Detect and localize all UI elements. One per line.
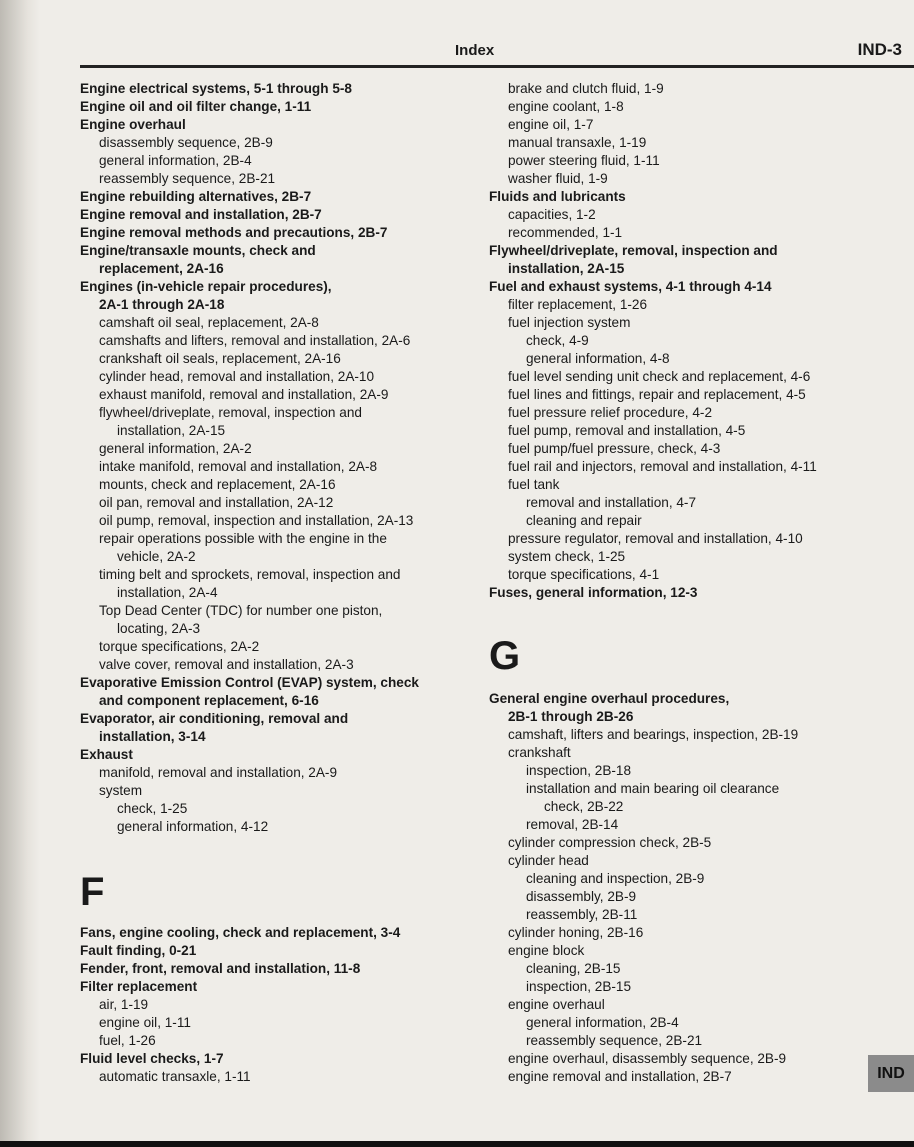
index-subentry: installation and main bearing oil clearance (526, 781, 780, 796)
index-heading: 2A-1 through 2A-18 (99, 297, 225, 312)
index-subentry: cylinder compression check, 2B-5 (508, 835, 712, 850)
index-subentry: exhaust manifold, removal and installation, 2A-9 (99, 387, 389, 402)
index-subentry: valve cover, removal and installation, 2A-3 (99, 657, 354, 672)
index-subentry: disassembly sequence, 2B-9 (99, 135, 273, 150)
index-subentry: check, 2B-22 (544, 799, 624, 814)
index-subentry: removal and installation, 4-7 (526, 495, 697, 510)
index-subentry: brake and clutch fluid, 1-9 (508, 81, 664, 96)
index-subentry: cylinder head (508, 853, 589, 868)
index-subentry: cleaning, 2B-15 (526, 961, 621, 976)
index-subentry: oil pan, removal and installation, 2A-12 (99, 495, 334, 510)
index-subentry: installation, 2A-15 (117, 423, 226, 438)
index-subentry: removal, 2B-14 (526, 817, 619, 832)
index-subentry: general information, 4-8 (526, 351, 670, 366)
index-subentry: timing belt and sprockets, removal, inspection and (99, 567, 401, 582)
index-heading: Engines (in-vehicle repair procedures), (80, 279, 332, 294)
index-heading: Filter replacement (80, 979, 198, 994)
index-subentry: installation, 2A-4 (117, 585, 218, 600)
index-subentry: reassembly, 2B-11 (526, 907, 638, 922)
index-heading: Fluids and lubricants (489, 189, 626, 204)
index-heading: installation, 2A-15 (508, 261, 625, 276)
index-column-right (489, 80, 869, 1086)
index-subentry: inspection, 2B-18 (526, 763, 632, 778)
index-subentry: system check, 1-25 (508, 549, 626, 564)
index-subentry: air, 1-19 (99, 997, 149, 1012)
index-subentry: engine coolant, 1-8 (508, 99, 624, 114)
index-heading: Engine overhaul (80, 117, 186, 132)
index-subentry: torque specifications, 2A-2 (99, 639, 260, 654)
index-heading: Engine oil and oil filter change, 1-11 (80, 99, 312, 114)
index-subentry: flywheel/driveplate, removal, inspection and (99, 405, 362, 420)
index-heading: Fault finding, 0-21 (80, 943, 197, 958)
index-subentry: fuel level sending unit check and replacement, 4-6 (508, 369, 811, 384)
index-subentry: fuel pressure relief procedure, 4-2 (508, 405, 713, 420)
index-heading: Flywheel/driveplate, removal, inspection and (489, 243, 778, 258)
index-subentry: reassembly sequence, 2B-21 (526, 1033, 703, 1048)
index-subentry: engine block (508, 943, 585, 958)
index-subentry: engine oil, 1-11 (99, 1015, 191, 1030)
index-tab-marker[interactable]: IND (868, 1055, 914, 1092)
index-subentry: camshaft, lifters and bearings, inspection, 2B-19 (508, 727, 799, 742)
index-heading: Fuses, general information, 12-3 (489, 585, 698, 600)
index-subentry: locating, 2A-3 (117, 621, 201, 636)
index-subentry: fuel lines and fittings, repair and replacement, 4-5 (508, 387, 806, 402)
index-column-left (80, 80, 480, 1086)
index-subentry: cylinder head, removal and installation, 2A-10 (99, 369, 375, 384)
index-subentry: Top Dead Center (TDC) for number one piston, (99, 603, 383, 618)
index-heading: Evaporator, air conditioning, removal and (80, 711, 349, 726)
index-heading: installation, 3-14 (99, 729, 206, 744)
page-title: Index (455, 42, 495, 59)
index-subentry: system (99, 783, 143, 798)
section-letter-f: F (80, 870, 105, 914)
index-heading: and component replacement, 6-16 (99, 693, 319, 708)
index-subentry: camshafts and lifters, removal and installation, 2A-6 (99, 333, 411, 348)
index-subentry: engine oil, 1-7 (508, 117, 594, 132)
index-subentry: camshaft oil seal, replacement, 2A-8 (99, 315, 319, 330)
index-subentry: fuel, 1-26 (99, 1033, 156, 1048)
index-subentry: general information, 2B-4 (526, 1015, 679, 1030)
index-subentry: reassembly sequence, 2B-21 (99, 171, 276, 186)
index-subentry: general information, 4-12 (117, 819, 269, 834)
index-subentry: disassembly, 2B-9 (526, 889, 637, 904)
index-subentry: recommended, 1-1 (508, 225, 623, 240)
index-subentry: fuel pump, removal and installation, 4-5 (508, 423, 746, 438)
index-subentry: fuel tank (508, 477, 560, 492)
index-heading: 2B-1 through 2B-26 (508, 709, 634, 724)
index-subentry: capacities, 1-2 (508, 207, 596, 222)
index-subentry: torque specifications, 4-1 (508, 567, 660, 582)
index-subentry: general information, 2A-2 (99, 441, 252, 456)
index-subentry: check, 4-9 (526, 333, 589, 348)
index-heading: Exhaust (80, 747, 133, 762)
index-subentry: automatic transaxle, 1-11 (99, 1069, 251, 1084)
index-subentry: vehicle, 2A-2 (117, 549, 196, 564)
index-heading: Evaporative Emission Control (EVAP) system, check (80, 675, 419, 690)
index-heading: Fans, engine cooling, check and replacement, 3-4 (80, 925, 401, 940)
index-subentry: manual transaxle, 1-19 (508, 135, 647, 150)
index-subentry: repair operations possible with the engine in the (99, 531, 387, 546)
index-subentry: pressure regulator, removal and installation, 4-10 (508, 531, 803, 546)
section-letter-g: G (489, 634, 521, 678)
index-subentry: filter replacement, 1-26 (508, 297, 648, 312)
index-subentry: cleaning and inspection, 2B-9 (526, 871, 705, 886)
index-subentry: mounts, check and replacement, 2A-16 (99, 477, 336, 492)
index-subentry: fuel pump/fuel pressure, check, 4-3 (508, 441, 721, 456)
index-heading: Engine/transaxle mounts, check and (80, 243, 316, 258)
index-subentry: cleaning and repair (526, 513, 642, 528)
index-subentry: engine overhaul (508, 997, 605, 1012)
index-heading: Fender, front, removal and installation, 11-8 (80, 961, 361, 976)
index-heading: Engine rebuilding alternatives, 2B-7 (80, 189, 312, 204)
index-heading: Engine removal methods and precautions, 2B-7 (80, 225, 388, 240)
index-subentry: washer fluid, 1-9 (508, 171, 608, 186)
index-subentry: fuel injection system (508, 315, 631, 330)
page-bottom-edge (0, 1141, 914, 1147)
index-subentry: power steering fluid, 1-11 (508, 153, 660, 168)
index-heading: Fuel and exhaust systems, 4-1 through 4-14 (489, 279, 772, 294)
index-subentry: oil pump, removal, inspection and installation, 2A-13 (99, 513, 414, 528)
index-subentry: crankshaft oil seals, replacement, 2A-16 (99, 351, 341, 366)
index-subentry: engine overhaul, disassembly sequence, 2B-9 (508, 1051, 787, 1066)
index-subentry: engine removal and installation, 2B-7 (508, 1069, 732, 1084)
index-subentry: check, 1-25 (117, 801, 188, 816)
page-number: IND-3 (857, 40, 902, 59)
index-heading: Fluid level checks, 1-7 (80, 1051, 224, 1066)
index-subentry: cylinder honing, 2B-16 (508, 925, 644, 940)
index-subentry: manifold, removal and installation, 2A-9 (99, 765, 338, 780)
index-subentry: inspection, 2B-15 (526, 979, 632, 994)
index-heading: Engine electrical systems, 5-1 through 5-8 (80, 81, 352, 96)
index-subentry: fuel rail and injectors, removal and installation, 4-11 (508, 459, 817, 474)
index-subentry: crankshaft (508, 745, 571, 760)
page-binding-shadow (0, 0, 40, 1147)
index-heading: General engine overhaul procedures, (489, 691, 730, 706)
index-subentry: intake manifold, removal and installation, 2A-8 (99, 459, 378, 474)
index-heading: Engine removal and installation, 2B-7 (80, 207, 322, 222)
index-subentry: general information, 2B-4 (99, 153, 252, 168)
index-heading: replacement, 2A-16 (99, 261, 224, 276)
header-divider (80, 65, 914, 68)
